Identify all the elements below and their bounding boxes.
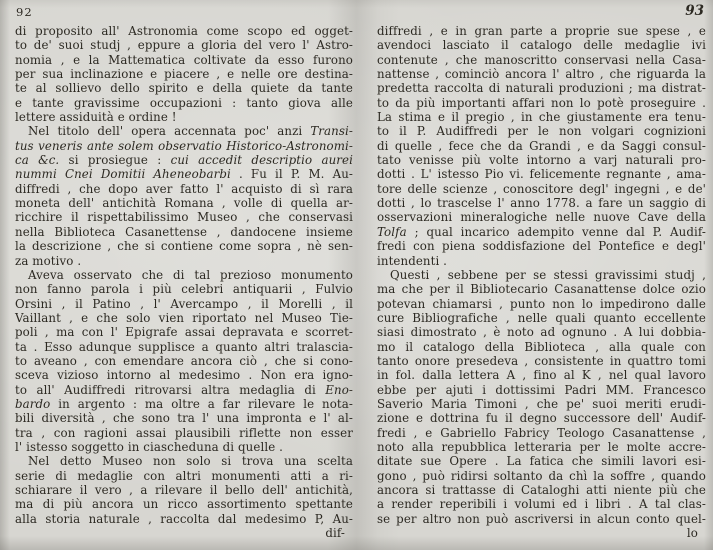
text-line [15,397,353,411]
text-segment: mo il catalogo della Biblioteca , alla quale con [377,339,706,354]
text-line [15,110,353,124]
text-segment: Transi- [310,124,353,139]
text-segment: to da più importanti affari non lo potè proseguire . [377,95,706,110]
text-line [377,196,706,210]
text-line [15,182,353,196]
text-segment: dotti . L' istesso Pio vi. felicemente regnante , ama- [377,167,706,182]
text-line [377,38,706,52]
text-segment: tore delle scienze , conoscitore degl' ingegni , e de' [377,181,706,196]
text-segment: siasi dimostrato , è noto ad ognuno . A lui dobbia- [377,325,706,340]
text-segment: ma di più ancora un ricco assortimento spettante [15,497,353,512]
text-line [377,225,706,239]
text-segment: ca &c. [15,153,60,168]
text-line [377,153,706,167]
text-line [377,297,706,311]
text-line [377,96,706,110]
text-segment: to aveano , con emendare ancora ciò , che si cono- [15,353,353,368]
text-segment: Tolfa [377,224,407,239]
text-line [377,354,706,368]
text-line [377,53,706,67]
text-segment: ditate sue Opere . La fatica che simili lavori esi- [377,454,706,469]
text-line [15,153,353,167]
text-segment: . Fu il P. M. Au- [230,167,354,182]
text-line [377,397,706,411]
text-segment: fredi , e Gabriello Fabricy Teologo Casanattense , [377,425,706,440]
text-segment: nomia , e la Mattematica coltivate da esso furono [15,52,353,67]
page-right-text [377,24,706,540]
text-line [15,196,353,210]
text-segment: si prosiegue : [59,153,171,168]
text-segment: ancora si trattasse di Cataloghi atti niente più che [377,483,706,497]
text-line [377,167,706,181]
text-segment: osservazioni mineralogiche nelle nuove Cave della [377,210,706,225]
text-line [15,497,353,511]
text-line [15,426,353,440]
text-line [15,411,353,425]
text-line [377,81,706,95]
text-line [377,139,706,153]
text-segment: tato venisse più volte intorno a varj naturali pro- [377,153,706,168]
text-line [377,340,706,354]
text-line [15,340,353,354]
text-line [377,282,706,296]
text-segment: tus veneris ante solem observatio Historico-Astronomi- [15,138,353,153]
text-segment: potevan chiamarsi , punto non lo impedirono dalle [377,296,706,311]
text-segment: predetta raccolta di naturali produzioni ; ma distrat- [377,81,706,96]
text-segment: cure Bibliografiche , nelle quali quanto eccellente [377,310,706,325]
text-segment: non fanno parola i più celebri antiquarii , Fulvio [15,282,353,297]
text-segment: gono , può ridirsi soltanto da chì la soffre , quando [377,468,706,483]
text-segment: intendenti . [377,253,448,268]
text-segment: ricchire il rispettabilissimo Museo , che conservasi [15,210,353,225]
text-segment: cui accedit descriptio aurei [170,153,353,168]
text-segment: za motivo . [15,253,82,268]
text-line [15,210,353,224]
text-line [15,124,353,138]
text-segment: contenute , che manoscritto conservasi nella Casa- [377,52,706,67]
text-line [377,469,706,483]
text-line [377,512,706,526]
text-segment: se per altro non può ascriversi in alcun conto quel- [377,511,706,526]
text-line [377,426,706,440]
text-segment: Eno- [325,382,353,397]
text-segment: La stima e il pregio , in che giustamente era tenu- [377,110,706,125]
text-segment: serie di medaglie con altri monumenti atti a ri- [15,468,353,483]
text-segment: nummi Cnei Domitii Aheneobarbi [15,167,231,182]
page-number-right: 93 [685,3,704,19]
text-line [15,282,353,296]
text-segment: poli , ma con l' Epigrafe assai depravata e scorret- [15,325,353,340]
text-line [15,225,353,239]
text-line [377,124,706,138]
text-segment: diffredi , che dopo aver fatto l' acquisto di sì rara [15,181,353,196]
text-line [377,483,706,497]
text-segment: tanto onore presedeva , consistente in quattro tomi [377,353,706,368]
text-segment: Nel titolo dell' opera accennata poc' anzi [28,124,311,139]
text-line [15,469,353,483]
text-line [15,297,353,311]
text-segment: sceva vizioso intorno al medesimo . Non era igno- [15,368,353,383]
text-segment: bardo [15,396,51,411]
text-line [377,325,706,339]
text-segment: dif- [325,526,345,541]
text-line [377,24,706,38]
text-segment: di quelle , fece che da Grandi , e da Saggi consul- [377,138,706,153]
text-segment: dotti , lo trascelse l' anno 1778. a fare un saggio di [377,196,706,211]
text-line [15,311,353,325]
text-segment: Orsini , il Patino , l' Avercampo , il Morelli , il [15,296,353,311]
text-segment: to all' Audiffredi ritrovarsi altra medaglia di [15,382,326,397]
catchword [377,526,706,540]
text-segment: la descrizione , che si contiene come sopra , nè sen- [15,239,353,254]
text-segment: Questi , sebbene per se stessi gravissimi studj , [390,267,706,282]
text-segment: avendoci lasciato il catalogo delle medaglie ivi [377,38,706,53]
text-line [15,67,353,81]
text-line [15,167,353,181]
text-line [377,182,706,196]
text-segment: to de' suoi studj , eppure a gloria del vero l' Astro- [15,38,353,53]
text-line [377,411,706,425]
text-line [377,311,706,325]
text-line [15,254,353,268]
text-segment: in fol. dalla lettera A , fino al K , nel qual lavoro [377,368,706,383]
text-segment: per sua inclinazione e piacere , e nelle ore destina- [15,67,353,82]
text-line [15,268,353,282]
text-segment: fredi con piena soddisfazione del Pontefice e degl' [377,239,706,254]
text-segment: tra , con ragioni assai plausibili riflette non esser [15,425,353,440]
text-segment: e tante gravissime occupazioni : tanto giova alle [15,95,353,110]
text-segment: Aveva osservato che di tal prezioso monumento [28,267,353,282]
text-segment: moneta dell' antichità Romana , volle di quella ar- [15,196,353,211]
text-segment: alla storia naturale , raccolta dal medesimo P, Au- [15,511,353,526]
text-line [15,440,353,454]
text-line [15,368,353,382]
text-line [15,512,353,526]
text-segment: ma che per il Bibliotecario Casanattense dolce ozio [377,282,706,297]
text-segment: diffredi , e in gran parte a proprie sue spese , e [377,24,706,38]
text-line [15,383,353,397]
text-line [377,110,706,124]
text-line [15,354,353,368]
text-line [377,383,706,397]
text-line [15,96,353,110]
text-segment: di proposito all' Astronomia come scopo ed ogget- [15,24,353,38]
page-number-left: 92 [16,5,33,19]
text-segment: ; qual incarico adempito venne dal P. Audif- [406,224,706,239]
text-segment: Saverio Maria Timoni , che pe' suoi meriti erudi- [377,396,706,411]
text-line [377,67,706,81]
text-line [377,268,706,282]
text-line [377,454,706,468]
text-line [15,139,353,153]
text-segment: Nel detto Museo non solo si trova una scelta [28,454,353,469]
text-line [377,440,706,454]
text-line [15,24,353,38]
text-segment: noto alla repubblica letteraria per le molte accre- [377,439,706,454]
text-segment: nattense , cominciò ancora l' altro , che riguarda la [377,67,706,82]
text-line [377,210,706,224]
text-line [15,325,353,339]
text-segment: l' istesso soggetto in ciascheduna di quelle . [15,439,283,454]
text-line [15,53,353,67]
page-left-text [15,24,353,540]
text-line [377,497,706,511]
text-line [377,239,706,253]
text-segment: nella Biblioteca Casanettense , dandocene insieme [15,224,353,239]
text-segment: ta . Esso adunque supplisce a quanto altri tralascia- [15,339,353,354]
text-line [15,81,353,95]
text-line [15,454,353,468]
text-segment: zione e dottrina fu il degno successore dell' Audif- [377,411,706,426]
text-segment: Vaillant , e che solo vien riportato nel Museo Tie- [15,310,353,325]
text-line [15,38,353,52]
text-segment: lo [686,526,698,541]
text-segment: in argento : ma oltre a far rilevare le nota- [50,396,353,411]
text-line [15,483,353,497]
text-segment: schiarare il vero , a rilevare il bello dell' antichità, [15,483,353,497]
text-segment: ebbe per ajuti i dottissimi Padri MM. Francesco [377,382,706,397]
text-segment: to il P. Audiffredi per le non volgari cognizioni [377,124,706,139]
text-line [377,368,706,382]
catchword [15,526,353,540]
text-segment: lettere assiduità e ordine ! [15,110,177,125]
text-line [15,239,353,253]
text-segment: bili diversità , che sono tra l' una impronta e l' al- [15,411,353,426]
text-segment: a render reperibili i volumi ed i libri . A tal clas- [377,497,706,512]
text-line [377,254,706,268]
text-segment: te al sollievo dello spirito e della quiete da tante [15,81,353,96]
